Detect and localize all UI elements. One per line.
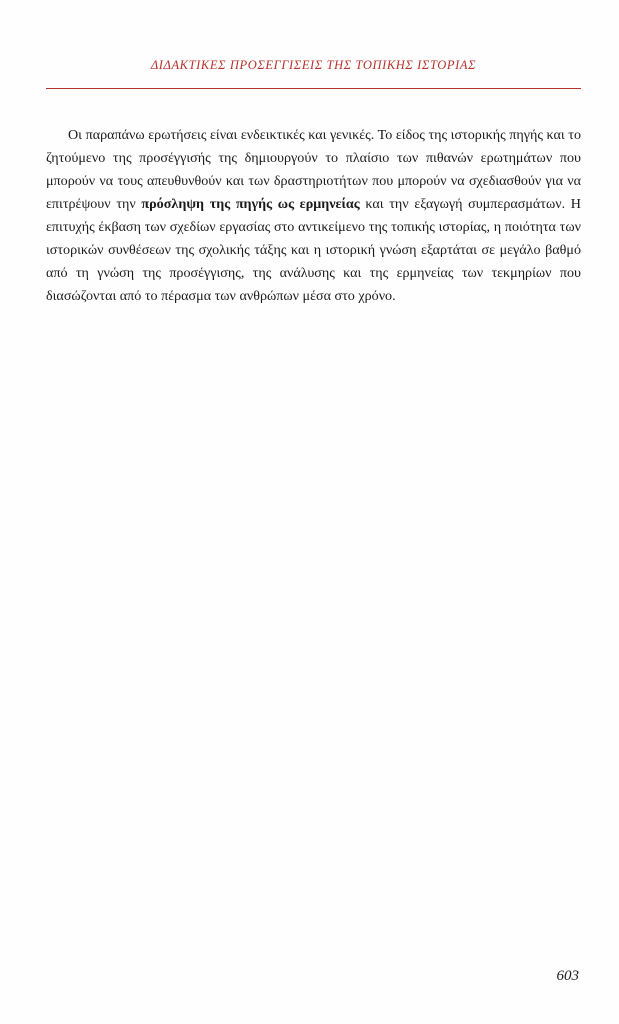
paragraph-text-end: και την εξαγωγή συμπερασμάτων. Η επιτυχής έκβαση των σχεδίων εργασίας στο αντικείμενο της τοπικής ιστορίας, η ποιότητα των ιστορικών συνθέσεων της σχολικής τάξης και η ιστορική γνώση εξαρτάται σε μεγάλο βαθμό από τη γνώση της προσέγγισης, της ανάλυσης και της ερμηνείας των τεκμηρίων που διασώζονται από το πέρασμα των ανθρώπων μέσα στο χρόνο.: [46, 196, 581, 304]
paragraph-bold-phrase: πρόσληψη της πηγής ως ερμηνείας: [141, 196, 360, 212]
body-paragraph: [46, 124, 581, 308]
header-rule: [46, 88, 581, 89]
page-number: 603: [556, 968, 579, 984]
running-header: ΔΙΔΑΚΤΙΚΕΣ ΠΡΟΣΕΓΓΙΣΕΙΣ ΤΗΣ ΤΟΠΙΚΗΣ ΙΣΤΟΡΙΑΣ: [150, 58, 477, 72]
paragraph-text-start: Οι παραπάνω ερωτήσεις είναι ενδεικτικές και γενικές. Το είδος της ιστορικής πηγής και το ζητούμενο της προσέγγισής της δημιουργούν το πλαίσιο των πιθανών ερωτημάτων που μπορούν να τους απευθυνθούν και των δραστηριοτήτων που μπορούν να σχεδιασθούν για να επιτρέψουν την: [46, 127, 581, 212]
